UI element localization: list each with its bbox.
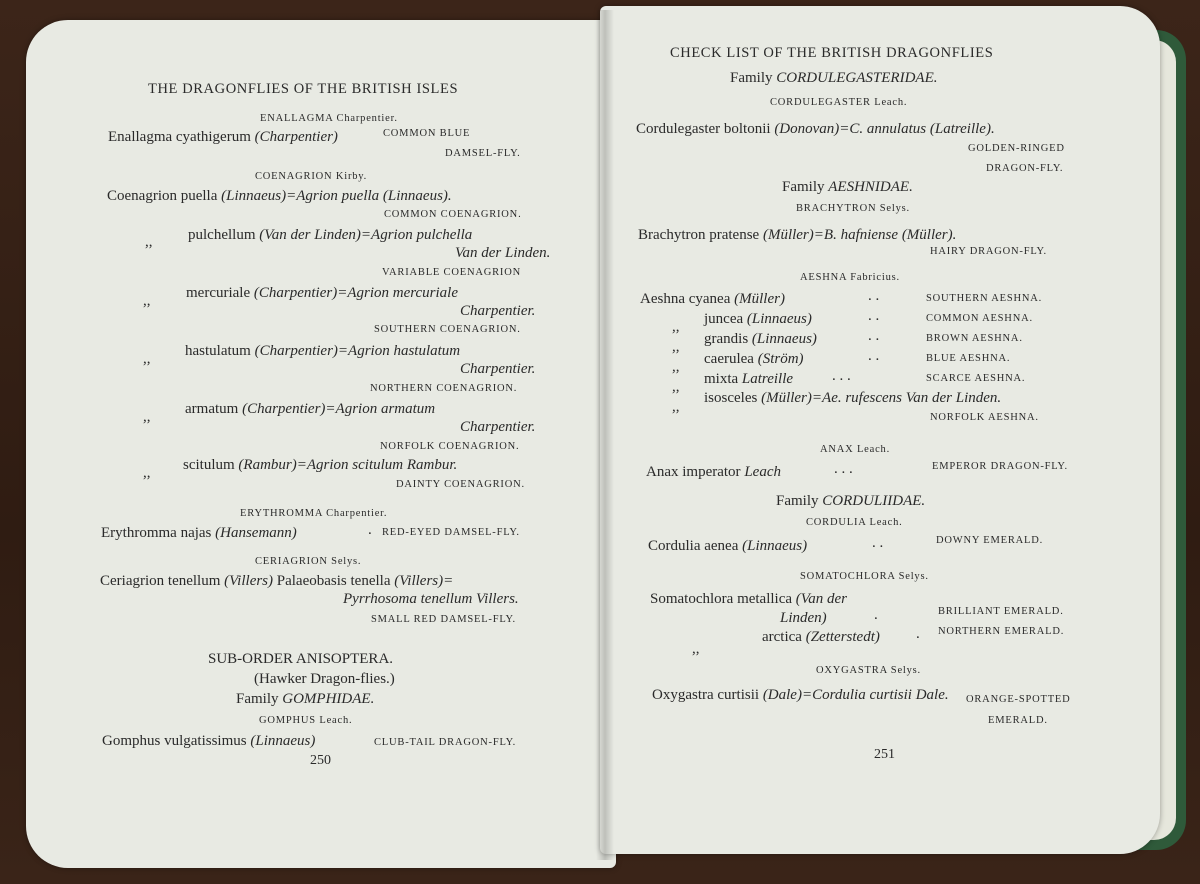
- ditto-mark: ,,: [143, 465, 151, 481]
- leader-dot: .: [874, 607, 878, 623]
- leader-dots: . .: [868, 308, 880, 324]
- leader-dots: . . .: [834, 461, 853, 477]
- entry-coenagrion-pulchellum: pulchellum (Van der Linden)=Agrion pulchella: [188, 227, 473, 243]
- genus-oxygastra: OXYGASTRA Selys.: [816, 665, 921, 676]
- genus-anax: ANAX Leach.: [820, 444, 891, 455]
- ditto-mark: ,,: [143, 409, 151, 425]
- leader-dots: . .: [868, 348, 880, 364]
- entry-somatochlora-metallica: Somatochlora metallica (Van der: [650, 591, 848, 607]
- suborder-heading: SUB-ORDER ANISOPTERA.: [208, 651, 394, 667]
- entry-aeshna-caerulea: caerulea (Ström): [704, 351, 804, 367]
- ditto-mark: ,,: [672, 319, 680, 335]
- ditto-mark: ,,: [143, 293, 151, 309]
- synonym-line: Van der Linden.: [455, 245, 551, 261]
- entry-cordulegaster-boltonii: Cordulegaster boltonii (Donovan)=C. annulatus (Latreille).: [636, 121, 995, 137]
- common-name: SOUTHERN AESHNA.: [926, 293, 1043, 304]
- leader-dots: . .: [868, 328, 880, 344]
- genus-cordulegaster: CORDULEGASTER Leach.: [770, 97, 908, 108]
- genus-coenagrion: COENAGRION Kirby.: [255, 171, 368, 182]
- genus-enallagma: ENALLAGMA Charpentier.: [260, 113, 398, 124]
- common-name: NORFOLK AESHNA.: [930, 412, 1039, 423]
- common-name: DOWNY EMERALD.: [936, 535, 1044, 546]
- common-name: DAMSEL-FLY.: [445, 148, 521, 159]
- family-cordulegasteridae: Family CORDULEGASTERIDAE.: [730, 70, 938, 86]
- entry-ceriagrion-tenellum: Ceriagrion tenellum (Villers) Palaeobasis tenella (Villers)=: [100, 573, 454, 589]
- ditto-mark: ,,: [672, 379, 680, 395]
- ditto-mark: ,,: [672, 359, 680, 375]
- common-name: NORTHERN EMERALD.: [938, 626, 1065, 637]
- leader-dots: . . .: [832, 368, 851, 384]
- common-name: NORTHERN COENAGRION.: [370, 383, 518, 394]
- family-aeshnidae: Family AESHNIDAE.: [782, 179, 913, 195]
- common-name: SCARCE AESHNA.: [926, 373, 1026, 384]
- synonym-line: Charpentier.: [460, 419, 536, 435]
- book-gutter: [596, 10, 614, 860]
- genus-cordulia: CORDULIA Leach.: [806, 517, 903, 528]
- synonym-line: Charpentier.: [460, 303, 536, 319]
- common-name: EMERALD.: [988, 715, 1048, 726]
- common-name: SMALL RED DAMSEL-FLY.: [371, 614, 516, 625]
- entry-coenagrion-scitulum: scitulum (Rambur)=Agrion scitulum Rambur.: [183, 457, 458, 473]
- leader-dot: .: [368, 522, 372, 538]
- left-running-head: THE DRAGONFLIES OF THE BRITISH ISLES: [148, 81, 459, 97]
- genus-somatochlora: SOMATOCHLORA Selys.: [800, 571, 929, 582]
- ditto-mark: ,,: [145, 234, 153, 250]
- entry-oxygastra-curtisii: Oxygastra curtisii (Dale)=Cordulia curtisii Dale.: [652, 687, 949, 703]
- entry-aeshna-juncea: juncea (Linnaeus): [704, 311, 812, 327]
- author-continuation: Linden): [780, 610, 827, 626]
- common-name: COMMON COENAGRION.: [384, 209, 522, 220]
- entry-anax-imperator: Anax imperator Leach: [646, 464, 781, 480]
- entry-gomphus-vulgatissimus: Gomphus vulgatissimus (Linnaeus): [102, 733, 316, 749]
- entry-aeshna-isosceles: isosceles (Müller)=Ae. rufescens Van der Linden.: [704, 390, 1002, 406]
- genus-aeshna: AESHNA Fabricius.: [800, 272, 900, 283]
- synonym-line: Charpentier.: [460, 361, 536, 377]
- genus-brachytron: BRACHYTRON Selys.: [796, 203, 910, 214]
- entry-aeshna-cyanea: Aeshna cyanea (Müller): [640, 291, 785, 307]
- common-name: COMMON BLUE: [383, 128, 471, 139]
- ditto-mark: ,,: [143, 351, 151, 367]
- entry-aeshna-grandis: grandis (Linnaeus): [704, 331, 817, 347]
- common-name: COMMON AESHNA.: [926, 313, 1033, 324]
- entry-brachytron-pratense: Brachytron pratense (Müller)=B. hafniense (Müller).: [638, 227, 957, 243]
- family-corduliidae: Family CORDULIIDAE.: [776, 493, 926, 509]
- common-name: BROWN AESHNA.: [926, 333, 1023, 344]
- common-name: ORANGE-SPOTTED: [966, 694, 1071, 705]
- genus-erythromma: ERYTHROMMA Charpentier.: [240, 508, 388, 519]
- common-name: CLUB-TAIL DRAGON-FLY.: [374, 737, 517, 748]
- entry-aeshna-mixta: mixta Latreille: [704, 371, 794, 387]
- entry-somatochlora-arctica: arctica (Zetterstedt): [762, 629, 880, 645]
- leader-dot: .: [916, 626, 920, 642]
- common-name: RED-EYED DAMSEL-FLY.: [382, 527, 520, 538]
- genus-ceriagrion: CERIAGRION Selys.: [255, 556, 362, 567]
- family-gomphidae: Family GOMPHIDAE.: [236, 691, 375, 707]
- entry-coenagrion-puella: Coenagrion puella (Linnaeus)=Agrion puella (Linnaeus).: [107, 188, 452, 204]
- ditto-mark: ,,: [672, 339, 680, 355]
- ditto-mark: ,,: [692, 641, 700, 657]
- entry-coenagrion-armatum: armatum (Charpentier)=Agrion armatum: [185, 401, 436, 417]
- entry-erythromma-najas: Erythromma najas (Hansemann): [101, 525, 297, 541]
- leader-dots: . .: [868, 288, 880, 304]
- suborder-note: (Hawker Dragon-flies.): [254, 671, 395, 687]
- common-name: GOLDEN-RINGED: [968, 143, 1065, 154]
- common-name: HAIRY DRAGON-FLY.: [930, 246, 1047, 257]
- genus-gomphus: GOMPHUS Leach.: [259, 715, 353, 726]
- page-number-right: 251: [874, 747, 895, 762]
- page-number-left: 250: [310, 753, 331, 768]
- entry-enallagma-cyathigerum: Enallagma cyathigerum (Charpentier): [108, 129, 338, 145]
- common-name: EMPEROR DRAGON-FLY.: [932, 461, 1068, 472]
- synonym-line: Pyrrhosoma tenellum Villers.: [343, 591, 519, 607]
- entry-coenagrion-hastulatum: hastulatum (Charpentier)=Agrion hastulatum: [185, 343, 461, 359]
- common-name: VARIABLE COENAGRION: [382, 267, 521, 278]
- common-name: DRAGON-FLY.: [986, 163, 1064, 174]
- common-name: BLUE AESHNA.: [926, 353, 1011, 364]
- common-name: SOUTHERN COENAGRION.: [374, 324, 521, 335]
- common-name: DAINTY COENAGRION.: [396, 479, 525, 490]
- common-name: NORFOLK COENAGRION.: [380, 441, 520, 452]
- entry-coenagrion-mercuriale: mercuriale (Charpentier)=Agrion mercuriale: [186, 285, 459, 301]
- ditto-mark: ,,: [672, 399, 680, 415]
- entry-cordulia-aenea: Cordulia aenea (Linnaeus): [648, 538, 808, 554]
- common-name: BRILLIANT EMERALD.: [938, 606, 1064, 617]
- leader-dots: . .: [872, 535, 884, 551]
- right-running-head: CHECK LIST OF THE BRITISH DRAGONFLIES: [670, 45, 994, 61]
